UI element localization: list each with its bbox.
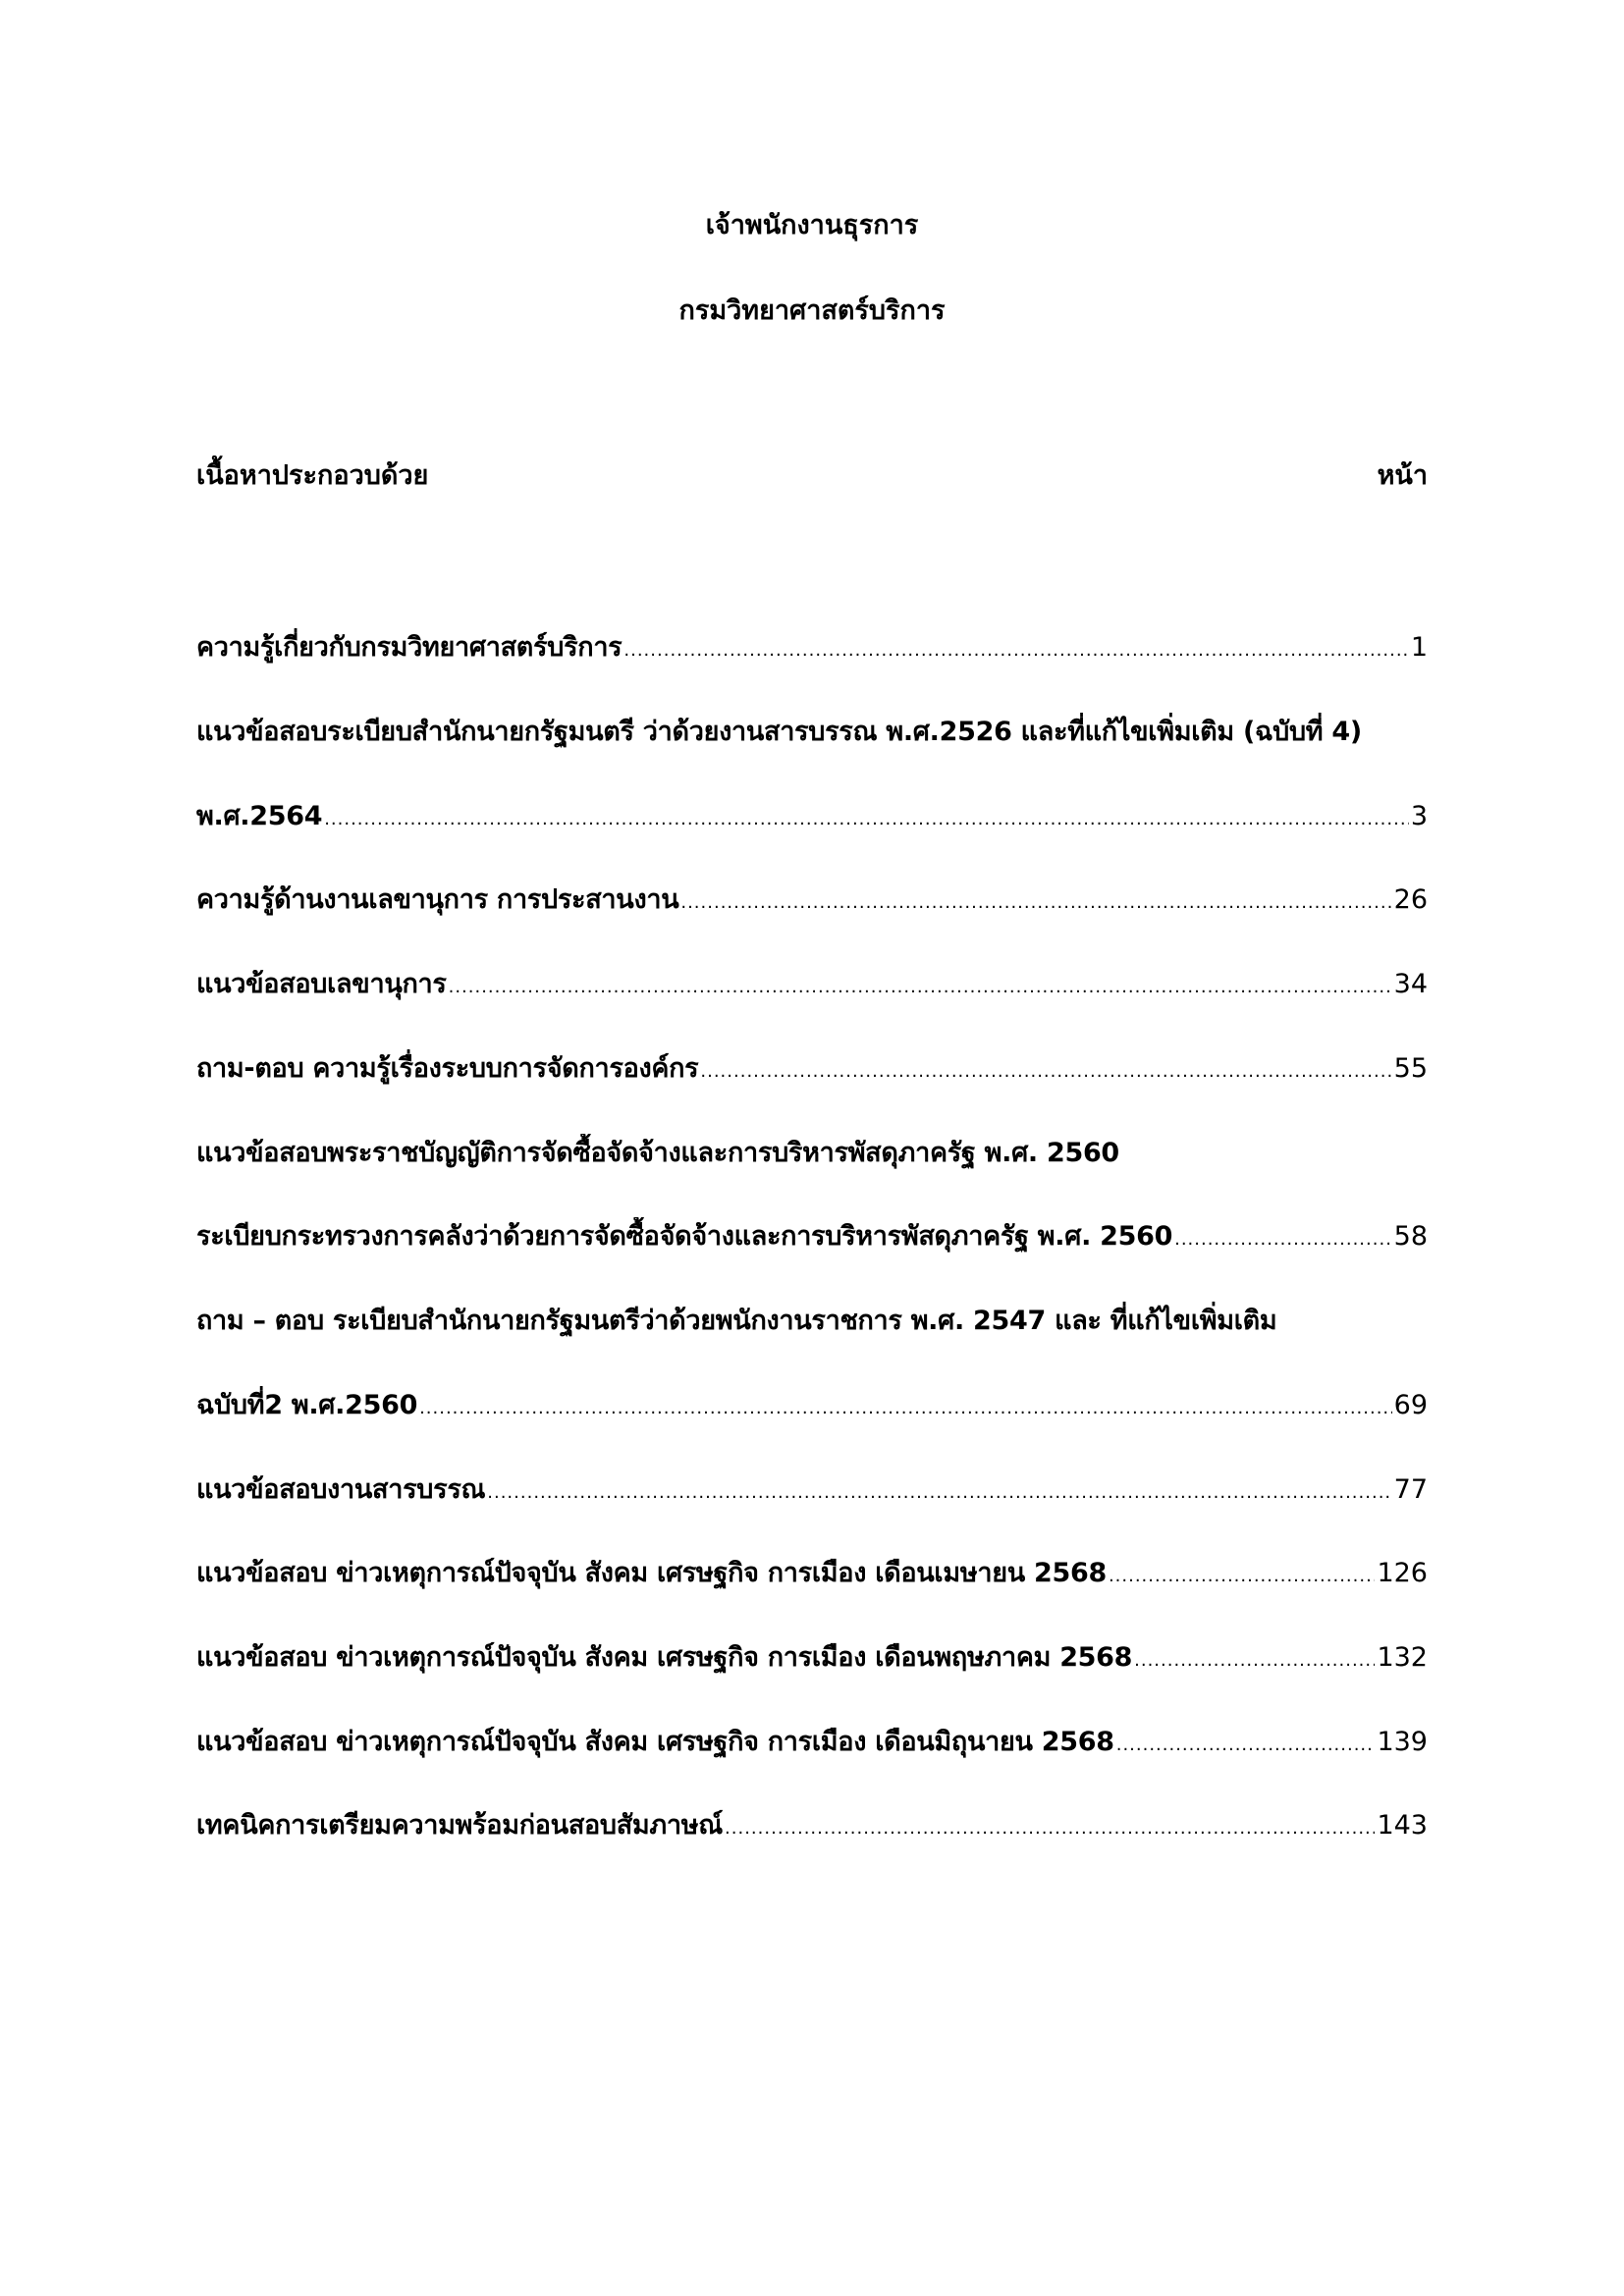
toc-entry-page: 58 [1393, 1221, 1428, 1252]
toc-header-contents: เนื้อหาประกอวบด้วย [196, 460, 429, 491]
document-title: เจ้าพนักงานธุรการ [705, 210, 919, 240]
toc-entry-page: 143 [1377, 1810, 1428, 1841]
toc-leader-dots [1109, 1557, 1376, 1593]
toc-entry-page: 3 [1410, 801, 1428, 831]
toc-leader-dots [623, 631, 1408, 667]
toc-leader-dots [449, 968, 1392, 1004]
toc-entry-text: ถาม – ตอบ ระเบียบสำนักนายกรัฐมนตรีว่าด้วยพนักงานราชการ พ.ศ. 2547 และ ที่แก้ไขเพิ่มเติม [196, 1306, 1277, 1336]
toc-entry[interactable] [196, 1302, 1428, 1341]
toc-leader-dots [324, 800, 1409, 836]
toc-entry-page: 26 [1393, 884, 1428, 915]
toc-entry-text: แนวข้อสอบ ข่าวเหตุการณ์ปัจจุบัน สังคม เศรษฐกิจ การเมือง เดือนมิถุนายน 2568 [196, 1727, 1114, 1757]
toc-entry[interactable] [196, 1806, 1428, 1845]
document-subtitle: กรมวิทยาศาสตร์บริการ [678, 295, 946, 326]
toc-entry[interactable] [196, 1217, 1428, 1256]
toc-entry-page: 132 [1377, 1642, 1428, 1673]
toc-entry[interactable] [196, 1134, 1428, 1173]
toc-entry-text: แนวข้อสอบพระราชบัญญัติการจัดซื้อจัดจ้างและการบริหารพัสดุภาครัฐ พ.ศ. 2560 [196, 1138, 1119, 1168]
toc-entry-text: เทคนิคการเตรียมความพร้อมก่อนสอบสัมภาษณ์ [196, 1810, 724, 1841]
toc-leader-dots [1116, 1726, 1376, 1762]
toc-leader-dots [1174, 1220, 1392, 1256]
toc-entry-page: 77 [1393, 1474, 1428, 1505]
toc-entry[interactable] [196, 1638, 1428, 1678]
toc-leader-dots [700, 1052, 1391, 1089]
toc-entry[interactable] [196, 1470, 1428, 1510]
toc-entry-text: ระเบียบกระทรวงการคลังว่าด้วยการจัดซื้อจัดจ้างและการบริหารพัสดุภาครัฐ พ.ศ. 2560 [196, 1221, 1173, 1252]
toc-entry-text: ความรู้ด้านงานเลขานุการ การประสานงาน [196, 884, 679, 915]
toc-entry-text: แนวข้อสอบระเบียบสำนักนายกรัฐมนตรี ว่าด้วยงานสารบรรณ พ.ศ.2526 และที่แก้ไขเพิ่มเติม (ฉบับที่ 4) [196, 717, 1362, 747]
toc-leader-dots [680, 883, 1391, 920]
toc-entry-page: 126 [1377, 1558, 1428, 1588]
toc-entry[interactable] [196, 628, 1428, 667]
toc-entry-text: แนวข้อสอบงานสารบรรณ [196, 1474, 486, 1505]
toc-entry-text: ความรู้เกี่ยวกับกรมวิทยาศาสตร์บริการ [196, 632, 623, 663]
toc-leader-dots [419, 1389, 1392, 1425]
toc-entry-page: 69 [1393, 1390, 1428, 1420]
toc-entry-text: พ.ศ.2564 [196, 801, 323, 831]
toc-entry[interactable] [196, 1723, 1428, 1762]
toc-entry[interactable] [196, 1049, 1428, 1089]
toc-entry-text: ฉบับที่2 พ.ศ.2560 [196, 1390, 418, 1420]
toc-entry[interactable] [196, 881, 1428, 920]
toc-entry[interactable] [196, 965, 1428, 1004]
toc-entry-text: แนวข้อสอบเลขานุการ [196, 969, 447, 999]
toc-entry-page: 34 [1393, 969, 1428, 999]
toc-header-page: หน้า [1377, 460, 1428, 491]
toc-entry-page: 139 [1377, 1727, 1428, 1757]
toc-leader-dots [725, 1809, 1375, 1845]
toc-entry-page: 55 [1393, 1053, 1428, 1084]
toc-leader-dots [1134, 1641, 1375, 1678]
toc-entry[interactable] [196, 1386, 1428, 1425]
toc-entry[interactable] [196, 1554, 1428, 1593]
toc-entry-text: แนวข้อสอบ ข่าวเหตุการณ์ปัจจุบัน สังคม เศรษฐกิจ การเมือง เดือนเมษายน 2568 [196, 1558, 1107, 1588]
toc-leader-dots [487, 1473, 1391, 1510]
toc-entry-text: แนวข้อสอบ ข่าวเหตุการณ์ปัจจุบัน สังคม เศรษฐกิจ การเมือง เดือนพฤษภาคม 2568 [196, 1642, 1133, 1673]
toc-entry-page: 1 [1410, 632, 1428, 663]
toc-entry-text: ถาม-ตอบ ความรู้เรื่องระบบการจัดการองค์กร [196, 1053, 699, 1084]
toc-entry[interactable] [196, 797, 1428, 836]
toc-header [196, 456, 1428, 496]
toc-entry[interactable] [196, 713, 1428, 752]
